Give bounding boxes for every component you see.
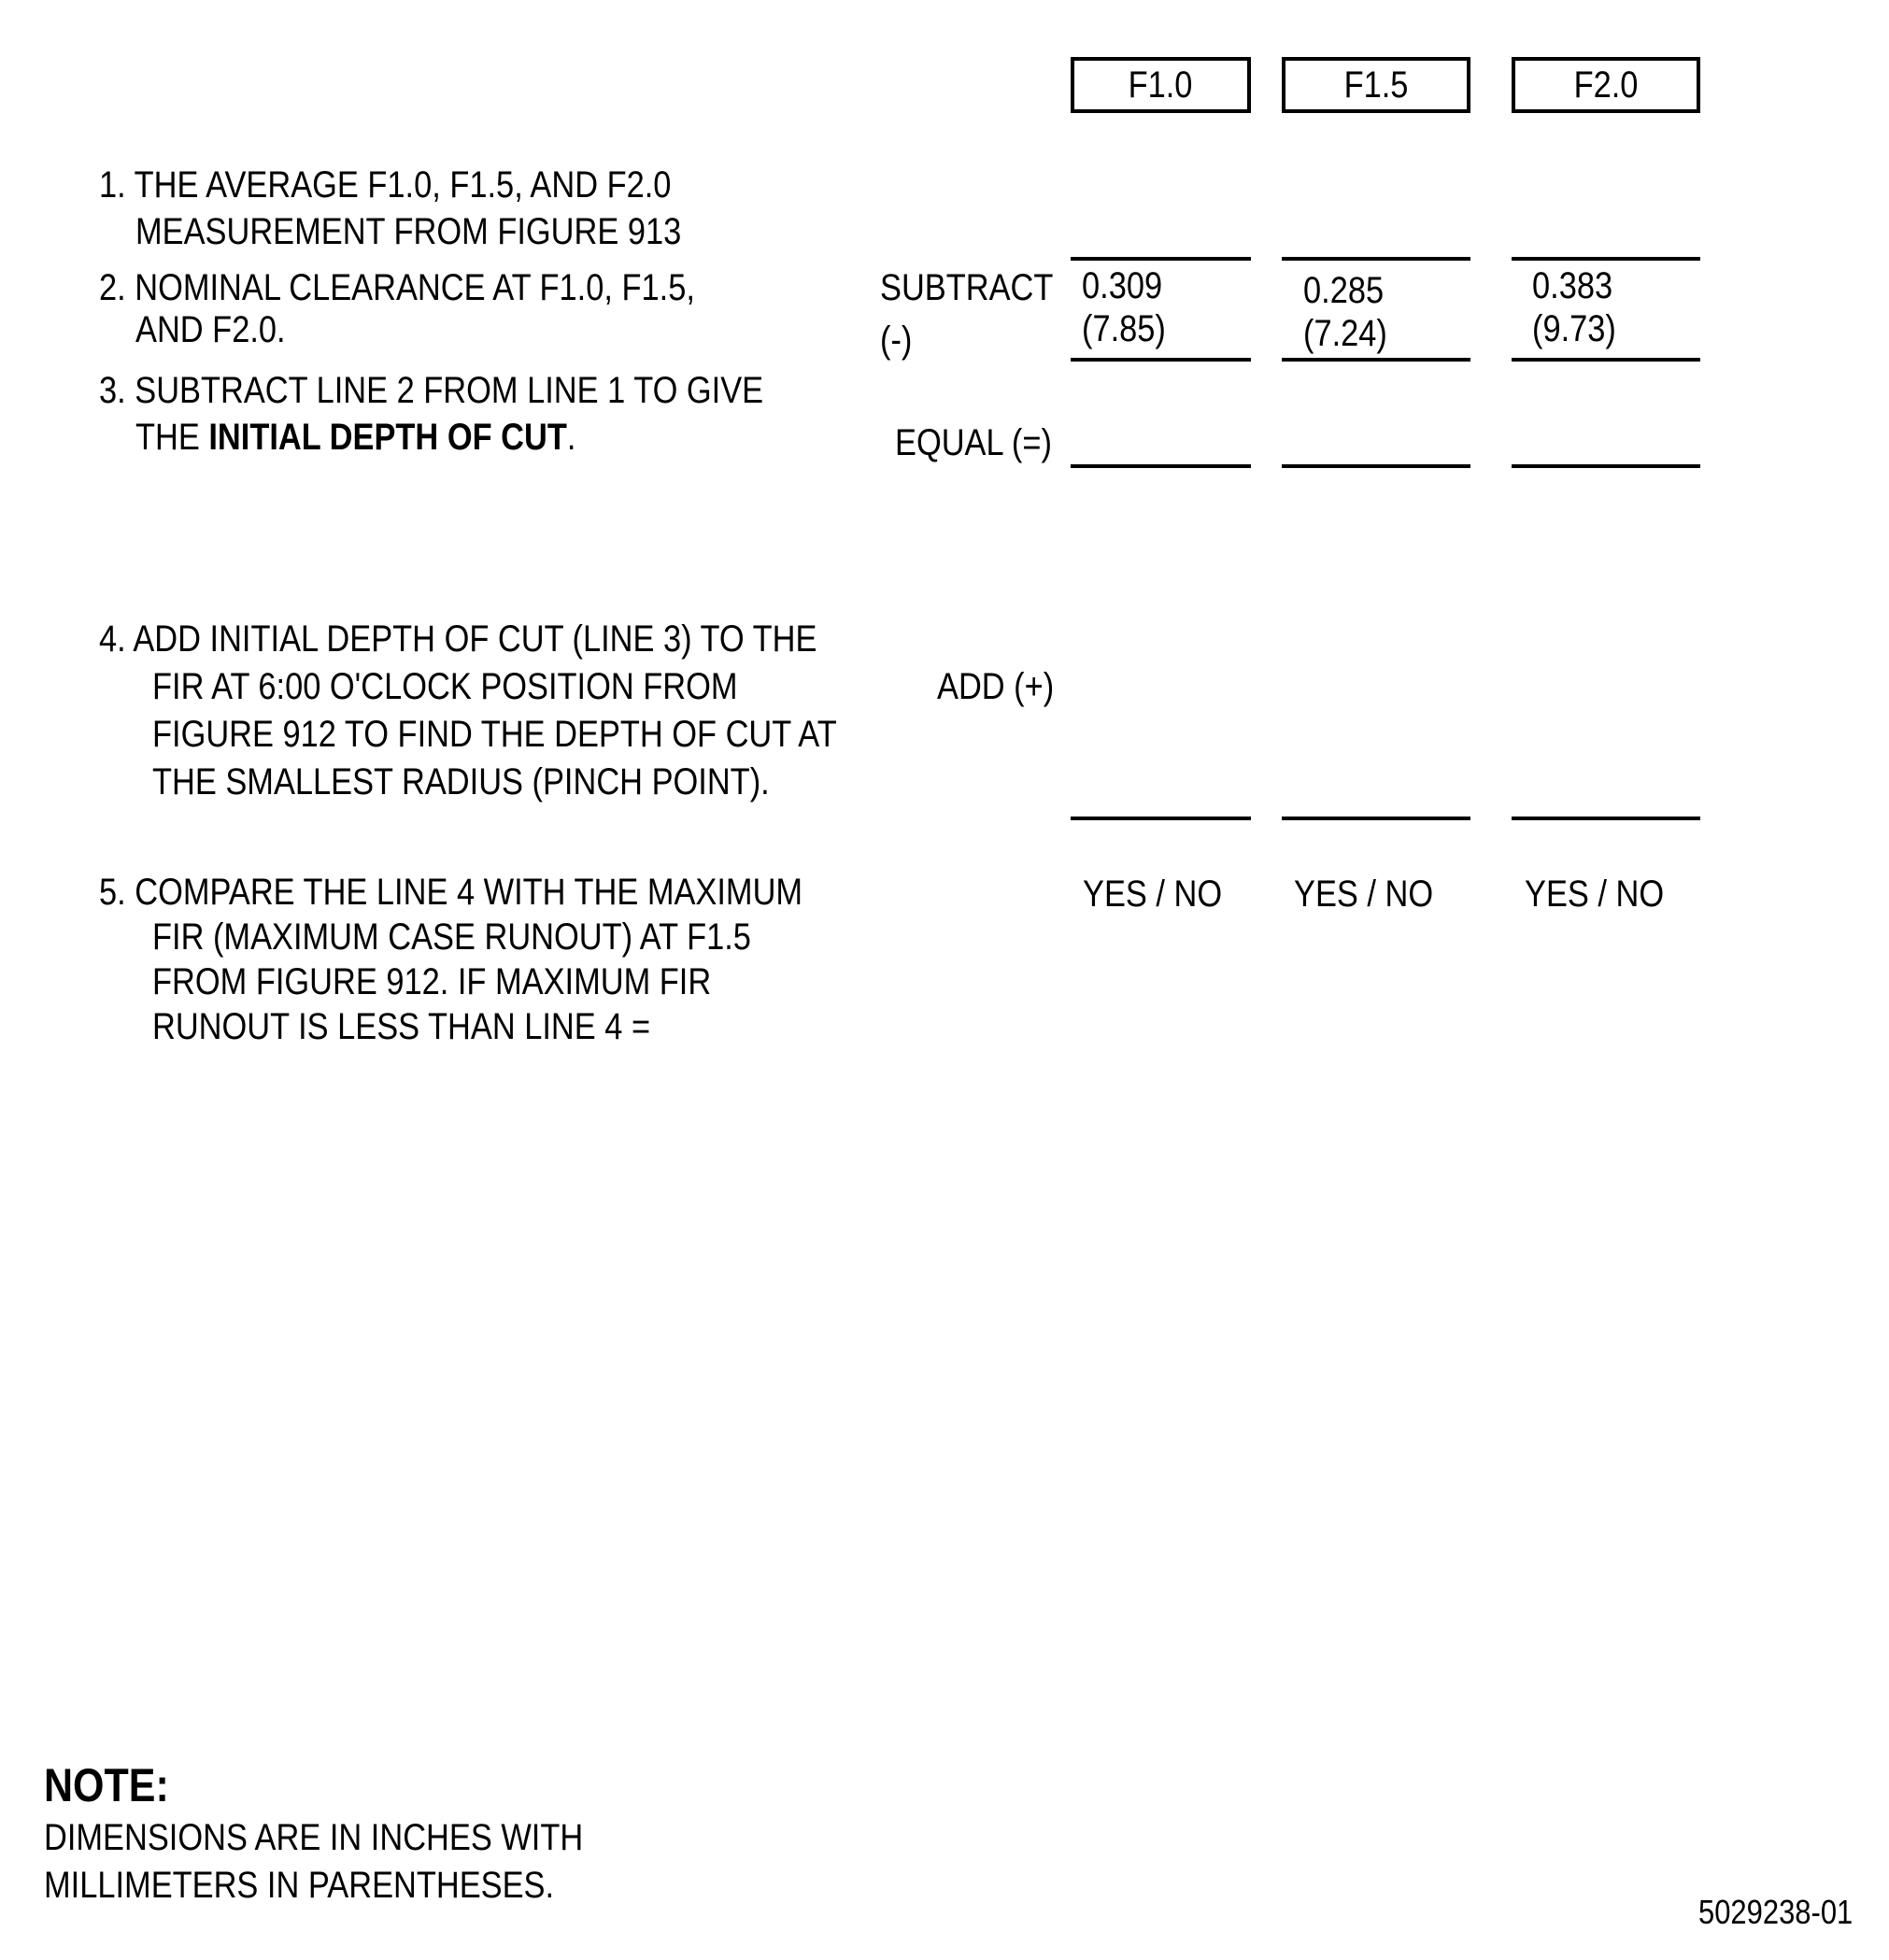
yes-no-f2-0: YES / NO xyxy=(1525,873,1665,915)
step-2-underline-f1-0 xyxy=(1071,358,1251,362)
add-label: ADD (+) xyxy=(937,666,1055,707)
figure-id: 5029238-01 xyxy=(1698,1893,1853,1931)
step-3-blank-f1-0 xyxy=(1071,464,1251,468)
step-4-line-1: 4. ADD INITIAL DEPTH OF CUT (LINE 3) TO THE xyxy=(99,618,817,660)
note-heading: NOTE: xyxy=(44,1759,169,1811)
subtract-sign: (-) xyxy=(880,320,913,361)
step-4-blank-f1-5 xyxy=(1282,817,1470,820)
column-header-f1-0 xyxy=(1071,57,1251,113)
step-3-period: . xyxy=(566,417,576,458)
note-line-1: DIMENSIONS ARE IN INCHES WITH xyxy=(44,1817,584,1858)
step-5-line-1: 5. COMPARE THE LINE 4 WITH THE MAXIMUM xyxy=(99,872,803,913)
step-2-underline-f1-5 xyxy=(1282,358,1470,362)
step-5-line-4: RUNOUT IS LESS THAN LINE 4 = xyxy=(152,1006,651,1047)
step-3-blank-f1-5 xyxy=(1282,464,1470,468)
initial-depth-of-cut-emphasis: INITIAL DEPTH OF CUT xyxy=(208,417,567,458)
step-1-line-2: MEASUREMENT FROM FIGURE 913 xyxy=(135,211,682,252)
column-header-f2-0 xyxy=(1512,57,1700,113)
step-3-line-2 xyxy=(135,414,575,461)
nominal-clearance-f1-0-mm: (7.85) xyxy=(1082,308,1166,349)
step-3-line-1: 3. SUBTRACT LINE 2 FROM LINE 1 TO GIVE xyxy=(99,370,764,411)
column-header-f1-5 xyxy=(1282,57,1470,113)
column-header-label: F2.0 xyxy=(1573,64,1639,106)
step-5-line-3: FROM FIGURE 912. IF MAXIMUM FIR xyxy=(152,961,712,1002)
step-2-line-1: 2. NOMINAL CLEARANCE AT F1.0, F1.5, xyxy=(99,267,695,308)
yes-no-f1-5: YES / NO xyxy=(1294,873,1434,915)
nominal-clearance-f1-0-inches: 0.309 xyxy=(1082,265,1163,306)
nominal-clearance-f2-0-inches: 0.383 xyxy=(1532,265,1613,306)
step-3-text: THE xyxy=(135,417,209,458)
step-3-blank-f2-0 xyxy=(1512,464,1700,468)
step-4-line-4: THE SMALLEST RADIUS (PINCH POINT). xyxy=(152,761,770,802)
step-2-line-2: AND F2.0. xyxy=(135,309,286,350)
nominal-clearance-f1-5-mm: (7.24) xyxy=(1303,313,1387,354)
yes-no-f1-0: YES / NO xyxy=(1083,873,1223,915)
step-1-blank-f2-0 xyxy=(1512,257,1700,261)
step-2-underline-f2-0 xyxy=(1512,358,1700,362)
subtract-label: SUBTRACT xyxy=(880,267,1054,308)
step-4-blank-f1-0 xyxy=(1071,817,1251,820)
column-header-label: F1.5 xyxy=(1343,64,1409,106)
equal-label: EQUAL (=) xyxy=(895,422,1052,463)
nominal-clearance-f1-5-inches: 0.285 xyxy=(1303,270,1385,311)
step-4-blank-f2-0 xyxy=(1512,817,1700,820)
nominal-clearance-f2-0-mm: (9.73) xyxy=(1532,308,1616,349)
note-line-2: MILLIMETERS IN PARENTHESES. xyxy=(44,1865,555,1906)
step-1-blank-f1-5 xyxy=(1282,257,1470,261)
step-4-line-3: FIGURE 912 TO FIND THE DEPTH OF CUT AT xyxy=(152,714,837,755)
step-1-blank-f1-0 xyxy=(1071,257,1251,261)
step-1-line-1: 1. THE AVERAGE F1.0, F1.5, AND F2.0 xyxy=(99,164,672,206)
step-5-line-2: FIR (MAXIMUM CASE RUNOUT) AT F1.5 xyxy=(152,916,751,958)
step-4-line-2: FIR AT 6:00 O'CLOCK POSITION FROM xyxy=(152,666,738,707)
column-header-label: F1.0 xyxy=(1129,64,1193,106)
